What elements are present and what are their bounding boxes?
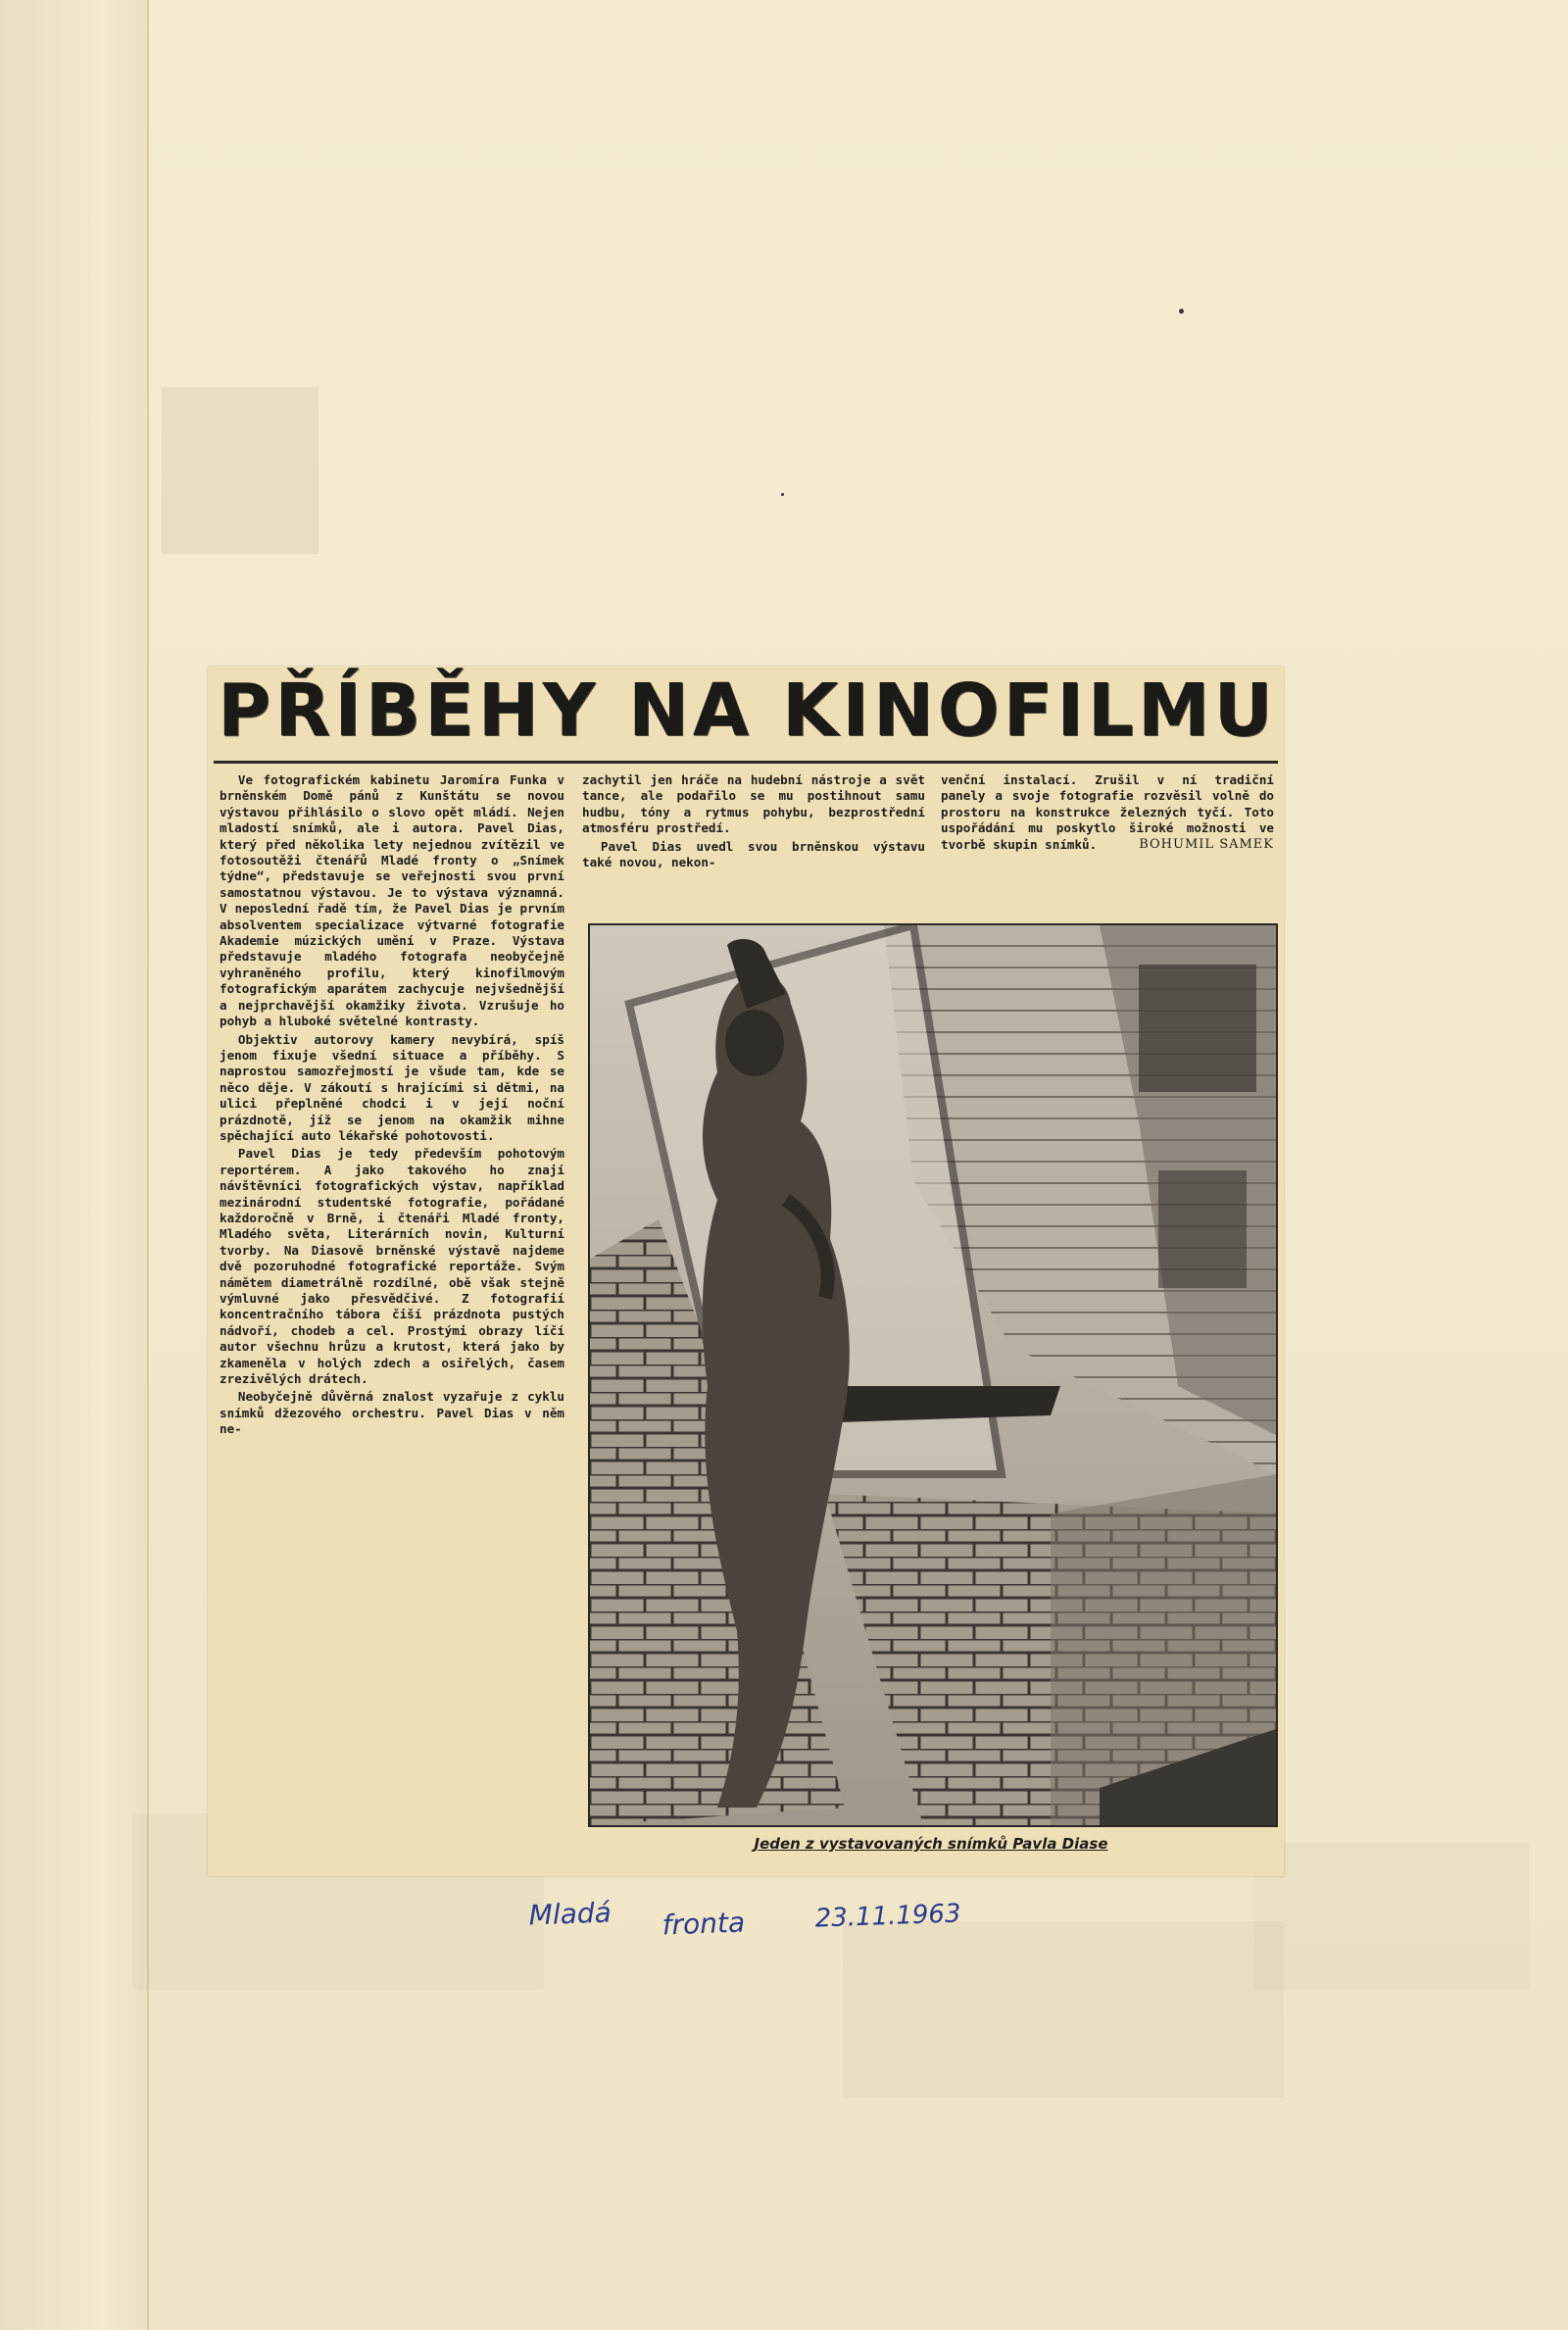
article-paragraph: Pavel Dias uvedl svou brněnskou výstavu také novou, nekon-	[582, 838, 925, 870]
handwritten-source: Mladá	[528, 1896, 612, 1932]
article-photo	[588, 923, 1278, 1827]
photo-caption: Jeden z vystavovaných snímků Pavla Diase	[754, 1835, 1108, 1853]
article-paragraph	[941, 772, 1274, 853]
article-paragraph: Neobyčejně důvěrná znalost vyzařuje z cyklu snímků džezového orchestru. Pavel Dias v něm ne-	[220, 1389, 564, 1437]
article-column-3	[941, 772, 1274, 902]
article-paragraph-text: venční instalací. Zrušil v ní tradiční panely a svoje fotografie rozvěsil volně do prostoru na konstrukce železných tyčí. Toto uspořádání mu poskytlo široké možnosti ve tvorbě skupin snímků.	[941, 772, 1274, 852]
headline-rule	[214, 761, 1278, 764]
article-paragraph: Ve fotografickém kabinetu Jaromíra Funka v brněnském Domě pánů z Kunštátu se novou výstavou přihlásilo o slovo opět mládí. Nejen mladostí snímků, ale i autora. Pavel Dias, který před několika lety nejednou zvítězil ve fotosoutěži čtenářů Mladé fronty o „Snímek týdne“, představuje se veřejnosti svou první samostatnou výstavou. Je to výstava významná. V neposlední řadě tím, že Pavel Dias je prvním absolventem specializace výtvarné fotografie Akademie múzických umění v Praze. Výstava představuje mladého fotografa neobyčejně vyhraněného profilu, který kinofilmovým fotografickým aparátem zachycuje nejvšednější a nejprchavější okamžiky života. Vzrušuje ho pohyb a hluboké světelné kontrasty.	[220, 772, 564, 1029]
photo-illustration	[590, 925, 1276, 1825]
article-paragraph: Objektiv autorovy kamery nevybírá, spíš jenom fixuje všední situace a příběhy. S naprostou samozřejmostí je všude tam, kde se něco děje. V zákoutí s hrajícími si dětmi, na ulici přeplněné chodci i v její noční prázdnotě, jíž se jenom na okamžik mihne spěchající auto lékařské pohotovosti.	[220, 1031, 564, 1143]
article-paragraph: zachytil jen hráče na hudební nástroje a svět tance, ale podařilo se mu postihnout samu hudbu, tóny a rytmus pohybu, bezprostřední atmosféru prostředí.	[582, 772, 925, 836]
article-headline: PŘÍBĚHY NA KINOFILMU	[218, 669, 1277, 753]
article-column-2	[582, 772, 925, 902]
bleed-through-mark	[1254, 1843, 1529, 1990]
newspaper-clipping	[208, 667, 1284, 1876]
handwritten-source: fronta	[662, 1906, 746, 1942]
author-byline: BOHUMIL SAMEK	[1139, 836, 1274, 852]
handwritten-date: 23.11.1963	[814, 1899, 962, 1934]
bleed-through-mark	[162, 387, 318, 554]
paper-speck	[781, 493, 784, 496]
paper-speck	[1179, 309, 1184, 314]
article-paragraph: Pavel Dias je tedy především pohotovým reportérem. A jako takového ho znají návštěvníci fotografických výstav, například mezinárodní studentské fotografie, pořádané každoročně v Brně, i čtenáři Mladé fronty, Mladého světa, Literárních novin, Kulturní tvorby. Na Diasově brněnské výstavě najdeme dvě pozoruhodné fotografické reportáže. Svým námětem diametrálně rozdílné, obě však stejně výmluvné jako přesvědčivé. Z fotografií koncentračního tábora čiší prázdnota pustých nádvoří, chodeb a cel. Prostými obrazy líčí autor všechnu hrůzu a krutost, která jako by zkameněla v holých zdech a osiřelých, časem zrezivělých drátech.	[220, 1146, 564, 1387]
article-column-1	[220, 772, 564, 1862]
page-edge-shadow	[0, 0, 149, 2330]
